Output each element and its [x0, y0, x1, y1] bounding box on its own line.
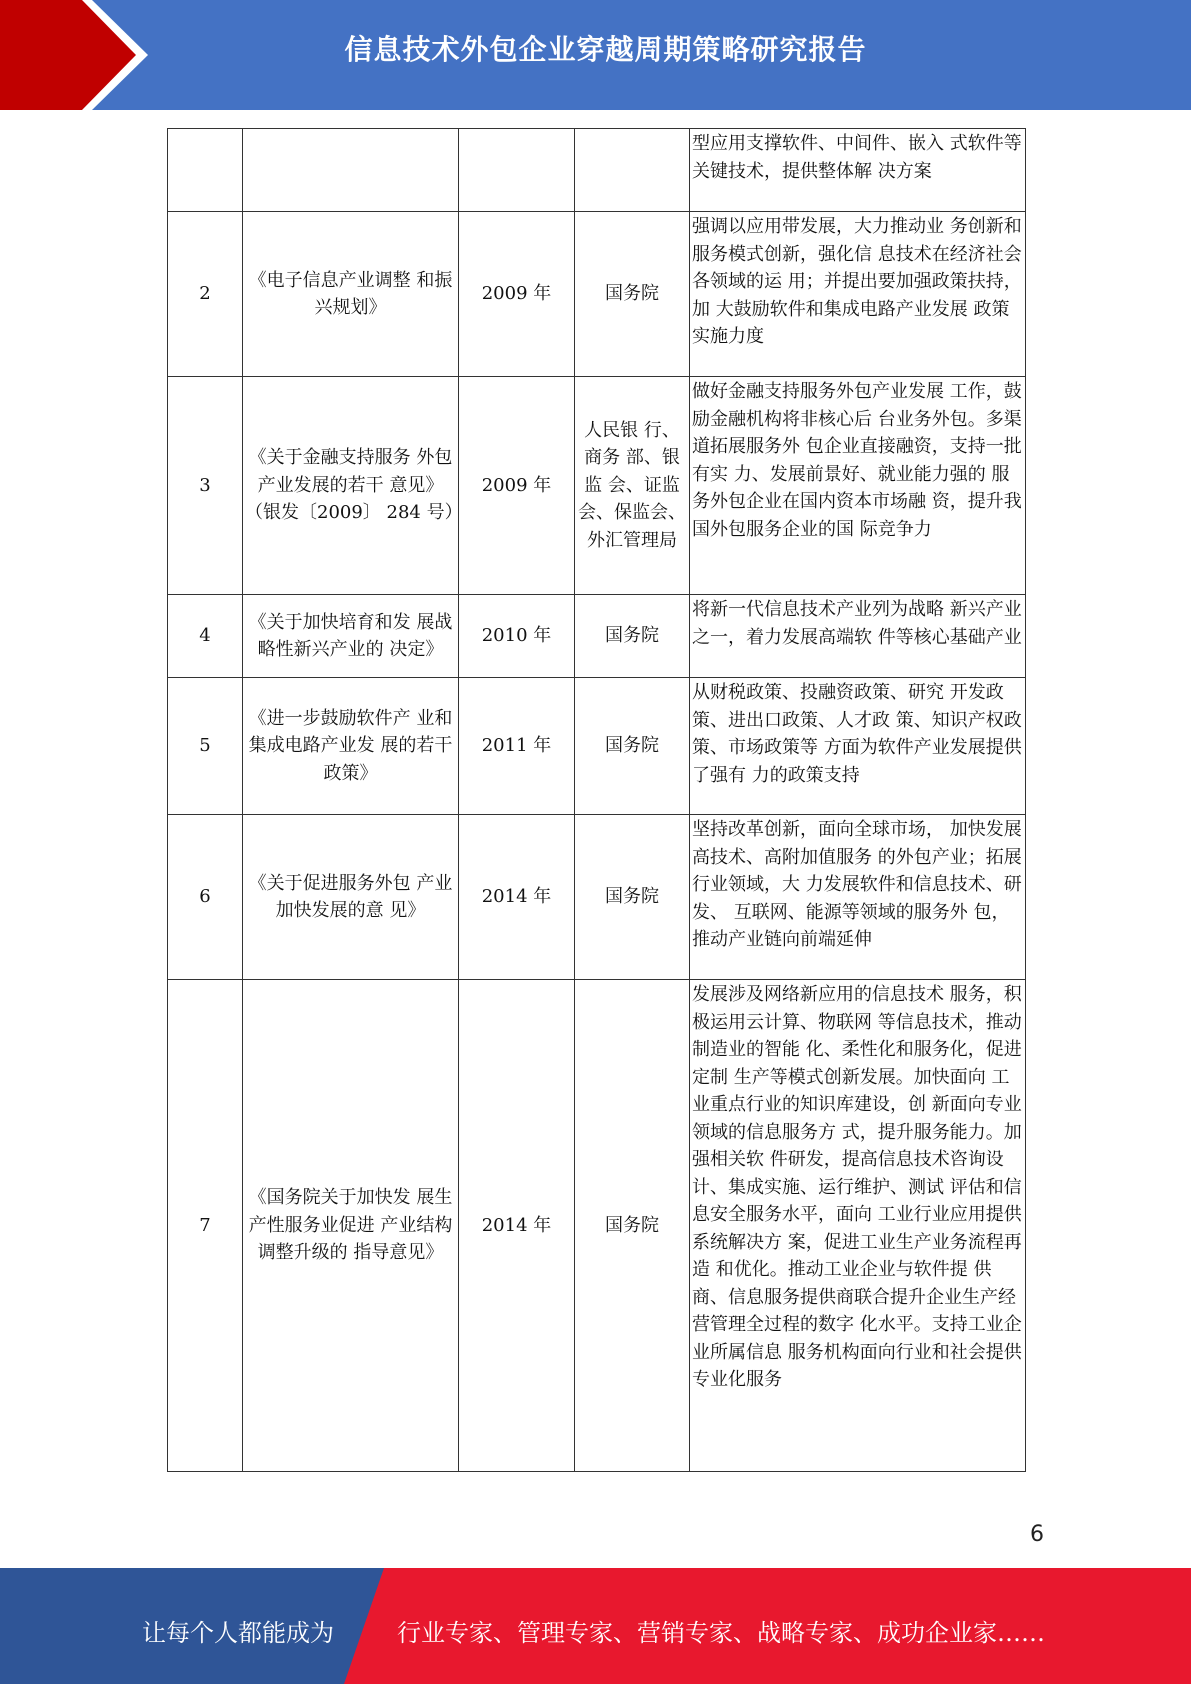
table-row — [168, 678, 1026, 815]
policy-content-cell: 从财税政策、投融资政策、研究 开发政策、进出口政策、人才政 策、知识产权政策、市场政策等 方面为软件产业发展提供了强有 力的政策支持 — [690, 678, 1026, 815]
policy-title-cell: 《电子信息产业调整 和振兴规划》 — [243, 212, 459, 377]
row-number-cell: 5 — [168, 678, 243, 815]
policy-content-cell: 强调以应用带发展，大力推动业 务创新和服务模式创新，强化信 息技术在经济社会各领域的运 用；并提出要加强政策扶持，加 大鼓励软件和集成电路产业发展 政策实施力度 — [690, 212, 1026, 377]
department-cell: 国务院 — [575, 595, 690, 678]
policy-title-cell: 《关于促进服务外包 产业加快发展的意 见》 — [243, 815, 459, 980]
table-row — [168, 377, 1026, 595]
footer-slogan-left: 让每个人都能成为 — [142, 1619, 334, 1647]
row-number-cell — [168, 129, 243, 212]
year-cell: 2011 年 — [459, 678, 575, 815]
row-number-cell: 2 — [168, 212, 243, 377]
table-row — [168, 815, 1026, 980]
year-cell: 2014 年 — [459, 980, 575, 1472]
policy-content-cell: 将新一代信息技术产业列为战略 新兴产业之一，着力发展高端软 件等核心基础产业 — [690, 595, 1026, 678]
table-row — [168, 595, 1026, 678]
policy-title-cell: 《国务院关于加快发 展生产性服务业促进 产业结构调整升级的 指导意见》 — [243, 980, 459, 1472]
year-cell — [459, 129, 575, 212]
report-title: 信息技术外包企业穿越周期策略研究报告 — [344, 33, 867, 66]
year-cell: 2014 年 — [459, 815, 575, 980]
policy-content-cell: 发展涉及网络新应用的信息技术 服务，积极运用云计算、物联网 等信息技术，推动制造业的智能 化、柔性化和服务化，促进定制 生产等模式创新发展。加快面向 工业重点行业的知识库建设，创 新面向专业领域的信息服务方 式，提升服务能力。加强相关软 件研发，提高信息技术咨询设 计、集成实施、运行维护、测试 评估和信息安全服务水平，面向 工业行业应用提供系统解决方 案，促进工业生产业务流程再造 和优化。推动工业企业与软件提 供商、信息服务提供商联合提升企业生产经营管理全过程的数字 化水平。支持工业企业所属信息 服务机构面向行业和社会提供专业化服务 — [690, 980, 1026, 1472]
policy-title-cell — [243, 129, 459, 212]
policy-content-cell: 坚持改革创新，面向全球市场， 加快发展高技术、高附加值服务 的外包产业；拓展行业领域，大 力发展软件和信息技术、研发、 互联网、能源等领域的服务外 包，推动产业链向前端延伸 — [690, 815, 1026, 980]
department-cell: 国务院 — [575, 815, 690, 980]
policy-table — [167, 128, 1026, 1472]
table-row — [168, 129, 1026, 212]
page-footer — [0, 1568, 1191, 1684]
row-number-cell: 6 — [168, 815, 243, 980]
policy-title-cell: 《进一步鼓励软件产 业和集成电路产业发 展的若干政策》 — [243, 678, 459, 815]
policy-title-cell: 《关于加快培育和发 展战略性新兴产业的 决定》 — [243, 595, 459, 678]
row-number-cell: 4 — [168, 595, 243, 678]
table-row — [168, 212, 1026, 377]
row-number-cell: 3 — [168, 377, 243, 595]
table-row — [168, 980, 1026, 1472]
department-cell: 国务院 — [575, 678, 690, 815]
page-header — [0, 0, 1191, 110]
department-cell — [575, 129, 690, 212]
row-number-cell: 7 — [168, 980, 243, 1472]
footer-slogan-right: 行业专家、管理专家、营销专家、战略专家、成功企业家…… — [397, 1619, 1045, 1647]
department-cell: 国务院 — [575, 212, 690, 377]
year-cell: 2010 年 — [459, 595, 575, 678]
year-cell: 2009 年 — [459, 377, 575, 595]
page-number: 6 — [1030, 1522, 1044, 1547]
year-cell: 2009 年 — [459, 212, 575, 377]
policy-content-cell: 做好金融支持服务外包产业发展 工作，鼓励金融机构将非核心后 台业务外包。多渠道拓展服务外 包企业直接融资，支持一批有实 力、发展前景好、就业能力强的 服务外包企业在国内资本市场融 资，提升我国外包服务企业的国 际竞争力 — [690, 377, 1026, 595]
department-cell: 国务院 — [575, 980, 690, 1472]
policy-title-cell: 《关于金融支持服务 外包产业发展的若干 意见》（银发〔2009〕 284 号） — [243, 377, 459, 595]
policy-content-cell: 型应用支撑软件、中间件、嵌入 式软件等关键技术，提供整体解 决方案 — [690, 129, 1026, 212]
department-cell: 人民银 行、商务 部、银监 会、证监会、保监会、外汇管理局 — [575, 377, 690, 595]
